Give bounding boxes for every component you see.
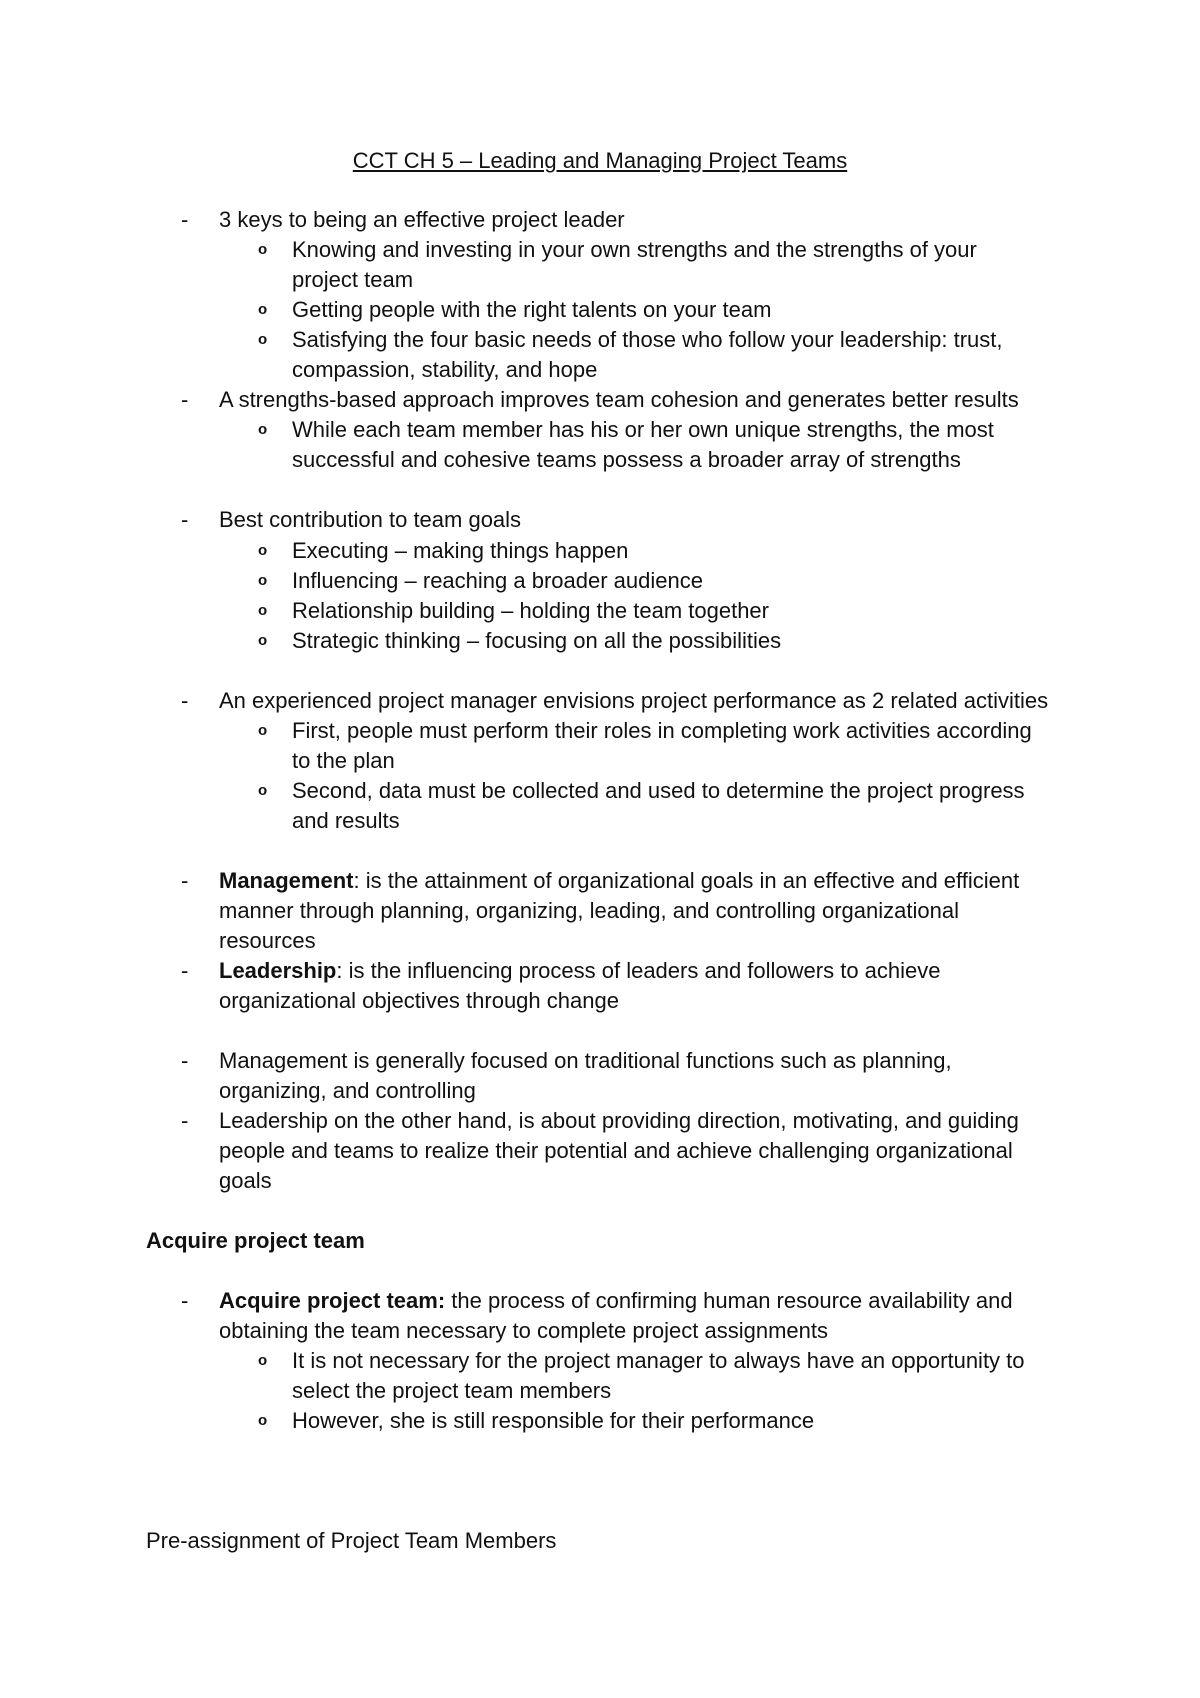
- page-title: CCT CH 5 – Leading and Managing Project Teams: [352, 148, 848, 173]
- sub-list-item: However, she is still responsible for their performance: [292, 1408, 815, 1433]
- circle-bullet: o: [258, 722, 268, 739]
- definition-item: [219, 867, 1019, 895]
- dash-bullet: -: [181, 507, 189, 532]
- dash-bullet: -: [181, 1288, 189, 1313]
- definition-cont: obtaining the team necessary to complete project assignments: [219, 1318, 828, 1343]
- sub-list-item: Strategic thinking – focusing on all the possibilities: [292, 628, 782, 653]
- sub-list-item: Influencing – reaching a broader audience: [292, 568, 703, 593]
- section-heading: Pre-assignment of Project Team Members: [146, 1528, 557, 1553]
- definition-item: [219, 957, 941, 985]
- definition-item: [219, 1287, 1013, 1315]
- circle-bullet: o: [258, 421, 268, 438]
- definition-cont: organizational objectives through change: [219, 988, 619, 1013]
- sub-list-item: Second, data must be collected and used to determine the project progress: [292, 778, 1025, 803]
- list-item-cont: people and teams to realize their potential and achieve challenging organizational: [219, 1138, 1013, 1163]
- sub-list-item: Executing – making things happen: [292, 538, 629, 563]
- dash-bullet: -: [181, 1048, 189, 1073]
- sub-list-item-cont: select the project team members: [292, 1378, 612, 1403]
- list-item: Management is generally focused on traditional functions such as planning,: [219, 1048, 952, 1073]
- definition-text: the process of confirming human resource availability and: [445, 1288, 1013, 1313]
- circle-bullet: o: [258, 542, 268, 559]
- list-item: A strengths-based approach improves team cohesion and generates better results: [219, 387, 1019, 412]
- sub-list-item: Relationship building – holding the team together: [292, 598, 769, 623]
- list-item-cont: goals: [219, 1168, 272, 1193]
- list-item: An experienced project manager envisions project performance as 2 related activities: [219, 688, 1049, 713]
- sub-list-item-cont: compassion, stability, and hope: [292, 357, 598, 382]
- term-leadership: Leadership: [219, 958, 337, 983]
- circle-bullet: o: [258, 602, 268, 619]
- term-acquire-project-team: Acquire project team:: [219, 1288, 446, 1313]
- list-item: Best contribution to team goals: [219, 507, 522, 532]
- sub-list-item-cont: to the plan: [292, 748, 395, 773]
- dash-bullet: -: [181, 387, 189, 412]
- circle-bullet: o: [258, 632, 268, 649]
- definition-cont: resources: [219, 928, 316, 953]
- dash-bullet: -: [181, 688, 189, 713]
- list-item: Leadership on the other hand, is about providing direction, motivating, and guiding: [219, 1108, 1019, 1133]
- circle-bullet: o: [258, 1412, 268, 1429]
- list-item: 3 keys to being an effective project leader: [219, 207, 625, 232]
- section-heading: Acquire project team: [146, 1228, 365, 1253]
- circle-bullet: o: [258, 572, 268, 589]
- circle-bullet: o: [258, 1352, 268, 1369]
- sub-list-item: First, people must perform their roles in completing work activities according: [292, 718, 1032, 743]
- circle-bullet: o: [258, 782, 268, 799]
- sub-list-item-cont: project team: [292, 267, 414, 292]
- sub-list-item-cont: and results: [292, 808, 400, 833]
- sub-list-item: While each team member has his or her own unique strengths, the most: [292, 417, 994, 442]
- circle-bullet: o: [258, 301, 268, 318]
- sub-list-item: Getting people with the right talents on your team: [292, 297, 772, 322]
- list-item-cont: organizing, and controlling: [219, 1078, 476, 1103]
- dash-bullet: -: [181, 868, 189, 893]
- dash-bullet: -: [181, 958, 189, 983]
- circle-bullet: o: [258, 241, 268, 258]
- definition-text: : is the attainment of organizational goals in an effective and efficient: [353, 868, 1020, 893]
- circle-bullet: o: [258, 331, 268, 348]
- dash-bullet: -: [181, 1108, 189, 1133]
- definition-cont: manner through planning, organizing, leading, and controlling organizational: [219, 898, 959, 923]
- dash-bullet: -: [181, 207, 189, 232]
- sub-list-item-cont: successful and cohesive teams possess a broader array of strengths: [292, 447, 961, 472]
- sub-list-item: Satisfying the four basic needs of those who follow your leadership: trust,: [292, 327, 1003, 352]
- sub-list-item: Knowing and investing in your own strengths and the strengths of your: [292, 237, 977, 262]
- definition-text: : is the influencing process of leaders and followers to achieve: [336, 958, 941, 983]
- term-management: Management: [219, 868, 354, 893]
- sub-list-item: It is not necessary for the project manager to always have an opportunity to: [292, 1348, 1025, 1373]
